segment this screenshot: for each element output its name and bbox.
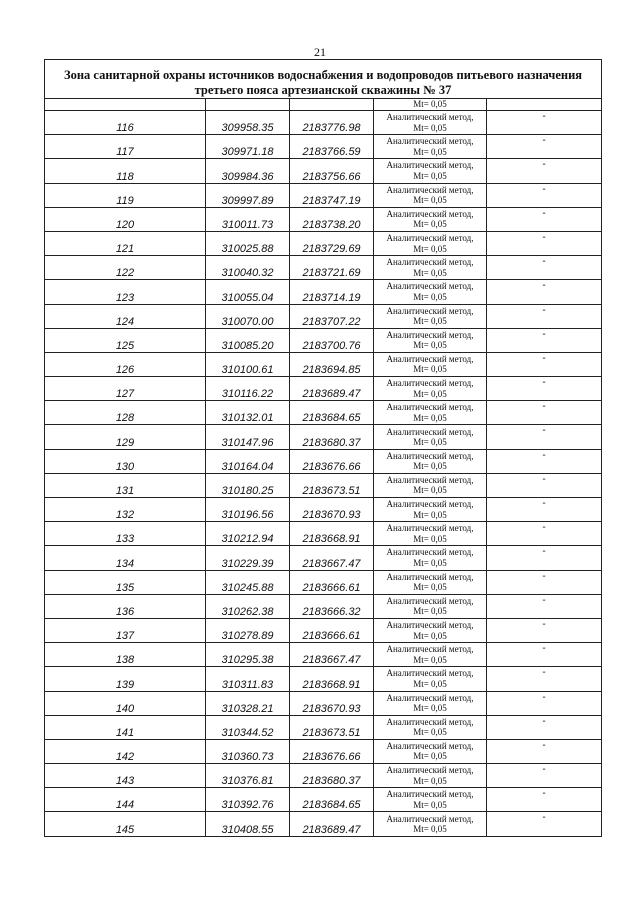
table-row xyxy=(45,449,602,473)
coordinate-x: 310040.32 xyxy=(206,256,290,280)
method-accuracy: Mt= 0,05 xyxy=(413,775,447,786)
method-cell xyxy=(374,739,487,763)
table-row xyxy=(45,280,602,304)
point-number: 131 xyxy=(45,473,206,497)
point-number: 144 xyxy=(45,788,206,812)
method-name: Аналитический метод, xyxy=(386,402,474,413)
method-name: Аналитический метод, xyxy=(386,208,474,219)
method-cell xyxy=(374,715,487,739)
table-row xyxy=(45,546,602,570)
method-cell xyxy=(374,473,487,497)
coordinate-x: 310295.38 xyxy=(206,643,290,667)
coordinate-x: 310055.04 xyxy=(206,280,290,304)
method-cell xyxy=(374,449,487,473)
method-accuracy: Mt= 0,05 xyxy=(413,195,447,206)
method-accuracy: Mt= 0,05 xyxy=(413,799,447,810)
point-number: 139 xyxy=(45,667,206,691)
method-name: Аналитический метод, xyxy=(386,378,474,389)
method-accuracy: Mt= 0,05 xyxy=(413,582,447,593)
coordinate-x: 310344.52 xyxy=(206,715,290,739)
note-dash: - xyxy=(487,522,602,546)
table-row xyxy=(45,231,602,255)
continued-cell-number xyxy=(45,99,206,111)
method-name: Аналитический метод, xyxy=(386,450,474,461)
method-accuracy: Mt= 0,05 xyxy=(413,146,447,157)
page-number: 21 xyxy=(314,45,326,59)
point-number: 128 xyxy=(45,401,206,425)
coordinate-y: 2183738.20 xyxy=(290,207,374,231)
coordinate-y: 2183694.85 xyxy=(290,352,374,376)
point-number: 130 xyxy=(45,449,206,473)
point-number: 119 xyxy=(45,183,206,207)
coordinate-y: 2183700.76 xyxy=(290,328,374,352)
table-row xyxy=(45,618,602,642)
table-row xyxy=(45,135,602,159)
coordinate-y: 2183714.19 xyxy=(290,280,374,304)
table-row xyxy=(45,304,602,328)
note-dash: - xyxy=(487,570,602,594)
method-accuracy: Mt= 0,05 xyxy=(413,630,447,641)
method-name: Аналитический метод, xyxy=(386,160,474,171)
coordinate-x: 309971.18 xyxy=(206,135,290,159)
coordinate-y: 2183667.47 xyxy=(290,643,374,667)
continued-cell-x xyxy=(206,99,290,111)
method-accuracy: Mt= 0,05 xyxy=(413,170,447,181)
coordinate-x: 309984.36 xyxy=(206,159,290,183)
coordinate-x: 309958.35 xyxy=(206,111,290,135)
coordinate-y: 2183680.37 xyxy=(290,764,374,788)
method-cell xyxy=(374,352,487,376)
method-accuracy: Mt= 0,05 xyxy=(413,557,447,568)
table-row xyxy=(45,788,602,812)
coordinate-x: 310196.56 xyxy=(206,498,290,522)
coordinate-y: 2183721.69 xyxy=(290,256,374,280)
point-number: 122 xyxy=(45,256,206,280)
method-cell xyxy=(374,377,487,401)
method-accuracy: Mt= 0,05 xyxy=(413,122,447,133)
note-dash: - xyxy=(487,328,602,352)
point-number: 116 xyxy=(45,111,206,135)
point-number: 136 xyxy=(45,594,206,618)
coordinate-y: 2183776.98 xyxy=(290,111,374,135)
method-accuracy: Mt= 0,05 xyxy=(413,606,447,617)
coordinate-x: 310245.88 xyxy=(206,570,290,594)
method-name: Аналитический метод, xyxy=(386,499,474,510)
coordinate-y: 2183684.65 xyxy=(290,788,374,812)
coordinate-x: 310278.89 xyxy=(206,618,290,642)
table-header-row xyxy=(45,60,602,99)
coordinate-y: 2183676.66 xyxy=(290,739,374,763)
table-row xyxy=(45,739,602,763)
table-row xyxy=(45,715,602,739)
point-number: 129 xyxy=(45,425,206,449)
coordinates-table-body xyxy=(45,60,602,837)
method-name: Аналитический метод, xyxy=(386,620,474,631)
note-dash: - xyxy=(487,401,602,425)
method-accuracy: Mt= 0,05 xyxy=(413,412,447,423)
method-cell xyxy=(374,304,487,328)
method-cell xyxy=(374,764,487,788)
coordinate-y: 2183673.51 xyxy=(290,715,374,739)
note-dash: - xyxy=(487,135,602,159)
method-accuracy: Mt= 0,05 xyxy=(413,461,447,472)
coordinate-x: 310328.21 xyxy=(206,691,290,715)
point-number: 135 xyxy=(45,570,206,594)
method-accuracy: Mt= 0,05 xyxy=(413,485,447,496)
note-dash: - xyxy=(487,788,602,812)
method-name: Аналитический метод, xyxy=(386,136,474,147)
table-row xyxy=(45,522,602,546)
method-cell xyxy=(374,328,487,352)
method-accuracy: Mt= 0,05 xyxy=(413,654,447,665)
table-row xyxy=(45,691,602,715)
table-row xyxy=(45,207,602,231)
note-dash: - xyxy=(487,739,602,763)
method-accuracy: Mt= 0,05 xyxy=(413,243,447,254)
method-accuracy: Mt= 0,05 xyxy=(413,316,447,327)
method-accuracy: Mt= 0,05 xyxy=(413,533,447,544)
coordinate-x: 310147.96 xyxy=(206,425,290,449)
table-row xyxy=(45,401,602,425)
coordinate-y: 2183684.65 xyxy=(290,401,374,425)
method-cell xyxy=(374,618,487,642)
table-row xyxy=(45,667,602,691)
method-name: Аналитический метод, xyxy=(386,523,474,534)
coordinate-x: 310164.04 xyxy=(206,449,290,473)
coordinate-y: 2183707.22 xyxy=(290,304,374,328)
coordinate-x: 310025.88 xyxy=(206,231,290,255)
method-accuracy: Mt= 0,05 xyxy=(413,267,447,278)
coordinate-y: 2183729.69 xyxy=(290,231,374,255)
table-row xyxy=(45,764,602,788)
method-accuracy: Mt= 0,05 xyxy=(413,388,447,399)
table-row xyxy=(45,570,602,594)
coordinate-y: 2183676.66 xyxy=(290,449,374,473)
method-name: Аналитический метод, xyxy=(386,765,474,776)
table-row xyxy=(45,183,602,207)
method-name: Аналитический метод, xyxy=(386,184,474,195)
note-dash: - xyxy=(487,183,602,207)
coordinate-x: 310100.61 xyxy=(206,352,290,376)
coordinate-x: 310262.38 xyxy=(206,594,290,618)
table-row xyxy=(45,159,602,183)
method-name: Аналитический метод, xyxy=(386,426,474,437)
table-row xyxy=(45,111,602,135)
coordinate-x: 310408.55 xyxy=(206,812,290,836)
point-number: 117 xyxy=(45,135,206,159)
note-dash: - xyxy=(487,304,602,328)
table-row xyxy=(45,328,602,352)
method-name: Аналитический метод, xyxy=(386,692,474,703)
point-number: 142 xyxy=(45,739,206,763)
point-number: 132 xyxy=(45,498,206,522)
method-cell xyxy=(374,280,487,304)
method-name: Аналитический метод, xyxy=(386,329,474,340)
method-cell xyxy=(374,812,487,836)
coordinate-y: 2183670.93 xyxy=(290,691,374,715)
coordinate-x: 310011.73 xyxy=(206,207,290,231)
coordinate-x: 310132.01 xyxy=(206,401,290,425)
method-name: Аналитический метод, xyxy=(386,595,474,606)
note-dash: - xyxy=(487,691,602,715)
coordinate-y: 2183667.47 xyxy=(290,546,374,570)
method-cell xyxy=(374,643,487,667)
table-row xyxy=(45,425,602,449)
coordinate-y: 2183668.91 xyxy=(290,667,374,691)
method-cell xyxy=(374,522,487,546)
point-number: 121 xyxy=(45,231,206,255)
table-row xyxy=(45,498,602,522)
method-accuracy: Mt= 0,05 xyxy=(413,678,447,689)
point-number: 145 xyxy=(45,812,206,836)
method-name: Аналитический метод, xyxy=(386,353,474,364)
table-title: Зона санитарной охраны источников водоснабжения и водопроводов питьевого назначения третьего пояса артезианской скважины № 37 xyxy=(45,60,602,99)
method-cell xyxy=(374,546,487,570)
method-cell xyxy=(374,256,487,280)
coordinate-y: 2183668.91 xyxy=(290,522,374,546)
table-row xyxy=(45,352,602,376)
continued-cell-method: Mt= 0,05 xyxy=(374,99,487,111)
method-accuracy: Mt= 0,05 xyxy=(413,437,447,448)
coordinate-x: 309997.89 xyxy=(206,183,290,207)
method-cell xyxy=(374,207,487,231)
method-cell xyxy=(374,594,487,618)
method-cell xyxy=(374,425,487,449)
method-name: Аналитический метод, xyxy=(386,644,474,655)
point-number: 123 xyxy=(45,280,206,304)
method-cell xyxy=(374,667,487,691)
note-dash: - xyxy=(487,449,602,473)
note-dash: - xyxy=(487,715,602,739)
note-dash: - xyxy=(487,352,602,376)
coordinate-y: 2183673.51 xyxy=(290,473,374,497)
coordinate-x: 310392.76 xyxy=(206,788,290,812)
point-number: 137 xyxy=(45,618,206,642)
note-dash: - xyxy=(487,764,602,788)
method-name: Аналитический метод, xyxy=(386,813,474,824)
method-name: Аналитический метод, xyxy=(386,668,474,679)
coordinate-y: 2183689.47 xyxy=(290,812,374,836)
note-dash: - xyxy=(487,667,602,691)
method-name: Аналитический метод, xyxy=(386,716,474,727)
coordinate-x: 310376.81 xyxy=(206,764,290,788)
note-dash: - xyxy=(487,280,602,304)
method-cell xyxy=(374,401,487,425)
table-row xyxy=(45,473,602,497)
method-name: Аналитический метод, xyxy=(386,789,474,800)
table-row xyxy=(45,594,602,618)
method-cell xyxy=(374,498,487,522)
method-name: Аналитический метод, xyxy=(386,233,474,244)
method-accuracy: Mt= 0,05 xyxy=(413,291,447,302)
table-row xyxy=(45,256,602,280)
continued-row xyxy=(45,99,602,111)
method-accuracy: Mt= 0,05 xyxy=(413,703,447,714)
method-name: Аналитический метод, xyxy=(386,571,474,582)
point-number: 118 xyxy=(45,159,206,183)
coordinate-y: 2183747.19 xyxy=(290,183,374,207)
point-number: 125 xyxy=(45,328,206,352)
coordinate-y: 2183670.93 xyxy=(290,498,374,522)
coordinate-y: 2183689.47 xyxy=(290,377,374,401)
coordinate-y: 2183666.61 xyxy=(290,618,374,642)
method-cell xyxy=(374,691,487,715)
point-number: 141 xyxy=(45,715,206,739)
method-accuracy: Mt= 0,05 xyxy=(413,340,447,351)
note-dash: - xyxy=(487,159,602,183)
point-number: 120 xyxy=(45,207,206,231)
coordinate-x: 310311.83 xyxy=(206,667,290,691)
method-accuracy: Mt= 0,05 xyxy=(413,751,447,762)
coordinate-y: 2183680.37 xyxy=(290,425,374,449)
table-row xyxy=(45,812,602,836)
note-dash: - xyxy=(487,594,602,618)
coordinate-x: 310180.25 xyxy=(206,473,290,497)
note-dash: - xyxy=(487,498,602,522)
table-row xyxy=(45,377,602,401)
coordinate-x: 310229.39 xyxy=(206,546,290,570)
note-dash: - xyxy=(487,377,602,401)
note-dash: - xyxy=(487,618,602,642)
method-cell xyxy=(374,788,487,812)
method-name: Аналитический метод, xyxy=(386,257,474,268)
coordinate-x: 310116.22 xyxy=(206,377,290,401)
table-row xyxy=(45,643,602,667)
note-dash: - xyxy=(487,425,602,449)
note-dash: - xyxy=(487,207,602,231)
point-number: 134 xyxy=(45,546,206,570)
coordinate-y: 2183666.32 xyxy=(290,594,374,618)
coordinate-y: 2183666.61 xyxy=(290,570,374,594)
method-name: Аналитический метод, xyxy=(386,740,474,751)
method-accuracy: Mt= 0,05 xyxy=(413,219,447,230)
method-name: Аналитический метод, xyxy=(386,281,474,292)
continued-cell-y xyxy=(290,99,374,111)
note-dash: - xyxy=(487,231,602,255)
method-accuracy: Mt= 0,05 xyxy=(413,509,447,520)
method-name: Аналитический метод, xyxy=(386,112,474,123)
coordinate-x: 310085.20 xyxy=(206,328,290,352)
method-cell xyxy=(374,135,487,159)
note-dash: - xyxy=(487,111,602,135)
point-number: 140 xyxy=(45,691,206,715)
continued-cell-note xyxy=(487,99,602,111)
point-number: 138 xyxy=(45,643,206,667)
note-dash: - xyxy=(487,256,602,280)
method-name: Аналитический метод, xyxy=(386,547,474,558)
method-cell xyxy=(374,159,487,183)
coordinate-y: 2183766.59 xyxy=(290,135,374,159)
method-name: Аналитический метод, xyxy=(386,305,474,316)
point-number: 126 xyxy=(45,352,206,376)
coordinate-x: 310212.94 xyxy=(206,522,290,546)
method-cell xyxy=(374,183,487,207)
method-cell xyxy=(374,111,487,135)
point-number: 124 xyxy=(45,304,206,328)
point-number: 133 xyxy=(45,522,206,546)
method-cell xyxy=(374,570,487,594)
note-dash: - xyxy=(487,812,602,836)
coordinate-y: 2183756.66 xyxy=(290,159,374,183)
coordinate-x: 310360.73 xyxy=(206,739,290,763)
note-dash: - xyxy=(487,546,602,570)
method-cell xyxy=(374,231,487,255)
point-number: 143 xyxy=(45,764,206,788)
coordinate-x: 310070.00 xyxy=(206,304,290,328)
note-dash: - xyxy=(487,473,602,497)
method-accuracy: Mt= 0,05 xyxy=(413,824,447,835)
method-name: Аналитический метод, xyxy=(386,474,474,485)
method-accuracy: Mt= 0,05 xyxy=(413,364,447,375)
method-accuracy: Mt= 0,05 xyxy=(413,727,447,738)
point-number: 127 xyxy=(45,377,206,401)
coordinates-table xyxy=(44,59,602,837)
note-dash: - xyxy=(487,643,602,667)
